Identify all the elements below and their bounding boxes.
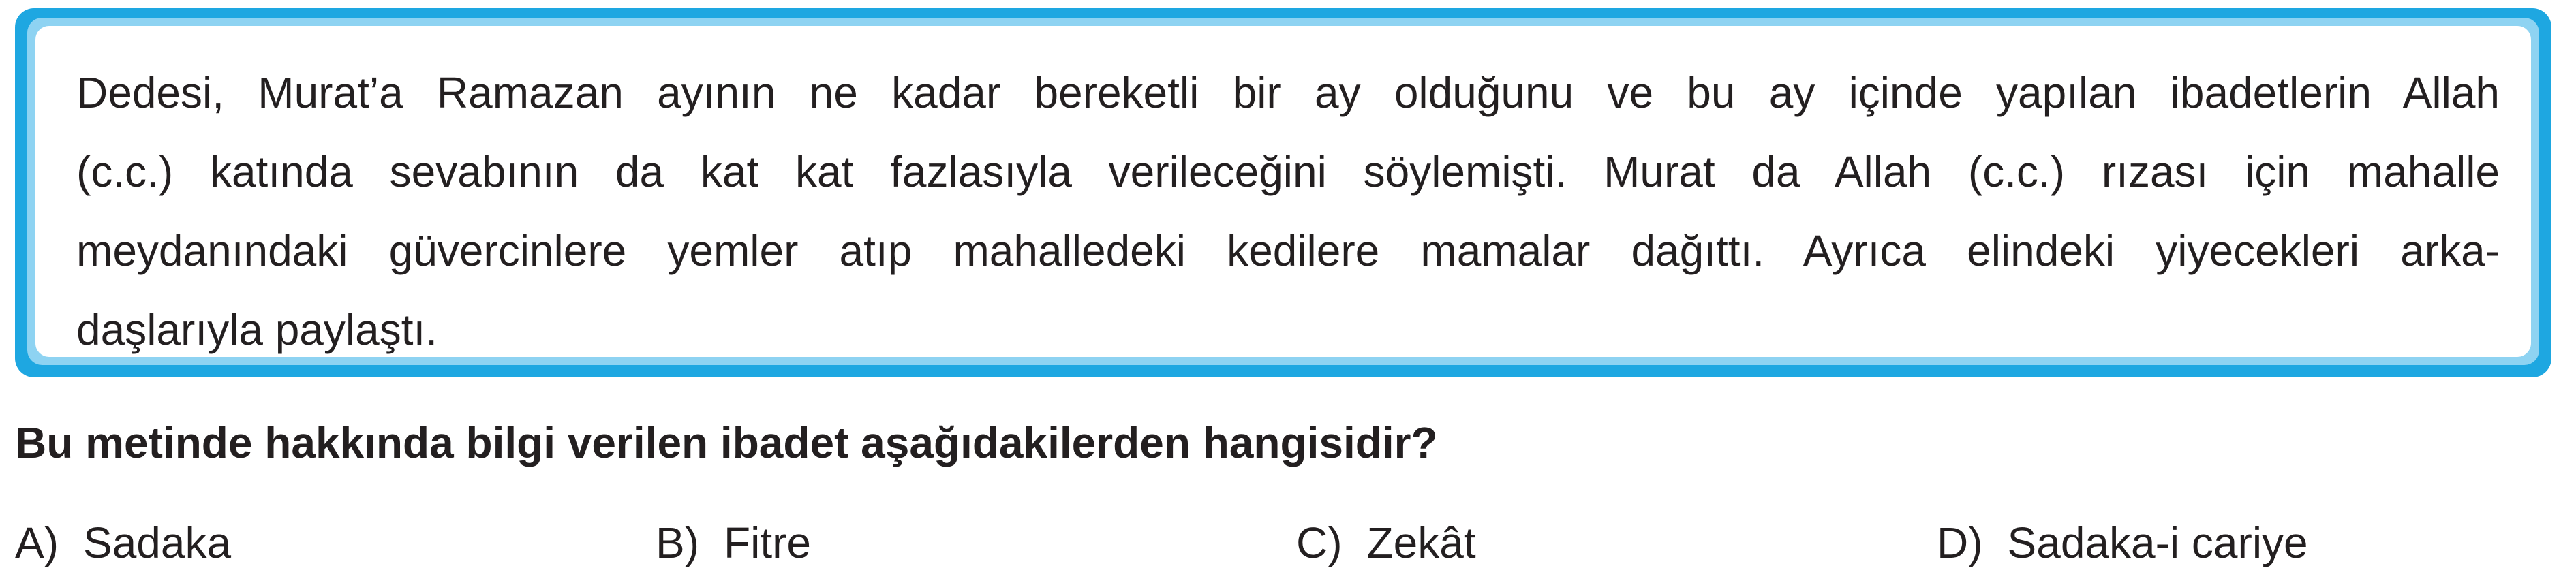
option-letter: A) [15, 518, 59, 567]
option-letter: D) [1937, 518, 1983, 567]
option-label: Sadaka [83, 518, 232, 567]
passage-box [35, 26, 2531, 357]
answer-options [0, 512, 2576, 573]
passage-frame [15, 8, 2551, 377]
option-letter: C) [1296, 518, 1343, 567]
option-c[interactable] [1296, 512, 1476, 573]
passage-line: (c.c.) katında sevabının da kat kat fazlasıyla verileceğini söylemişti. Murat da Allah (c.c.) rızası için mahalle [76, 147, 2500, 196]
option-letter: B) [656, 518, 699, 567]
option-label: Zekât [1366, 518, 1476, 567]
option-label: Fitre [724, 518, 811, 567]
option-label: Sadaka-i cariye [2007, 518, 2308, 567]
option-d[interactable] [1937, 512, 2308, 573]
passage-line: daşlarıyla paylaştı. [76, 305, 438, 354]
option-b[interactable] [656, 512, 811, 573]
option-a[interactable] [15, 512, 231, 573]
passage-line: Dedesi, Murat’a Ramazan ayının ne kadar bereketli bir ay olduğunu ve bu ay içinde yapılan ibadetlerin Allah [76, 68, 2500, 117]
passage-line: meydanındaki güvercinlere yemler atıp mahalledeki kedilere mamalar dağıttı. Ayrıca elindeki yiyecekleri arka- [76, 226, 2500, 275]
question-text: Bu metinde hakkında bilgi verilen ibadet aşağıdakilerden hangisidir? [15, 418, 1438, 467]
